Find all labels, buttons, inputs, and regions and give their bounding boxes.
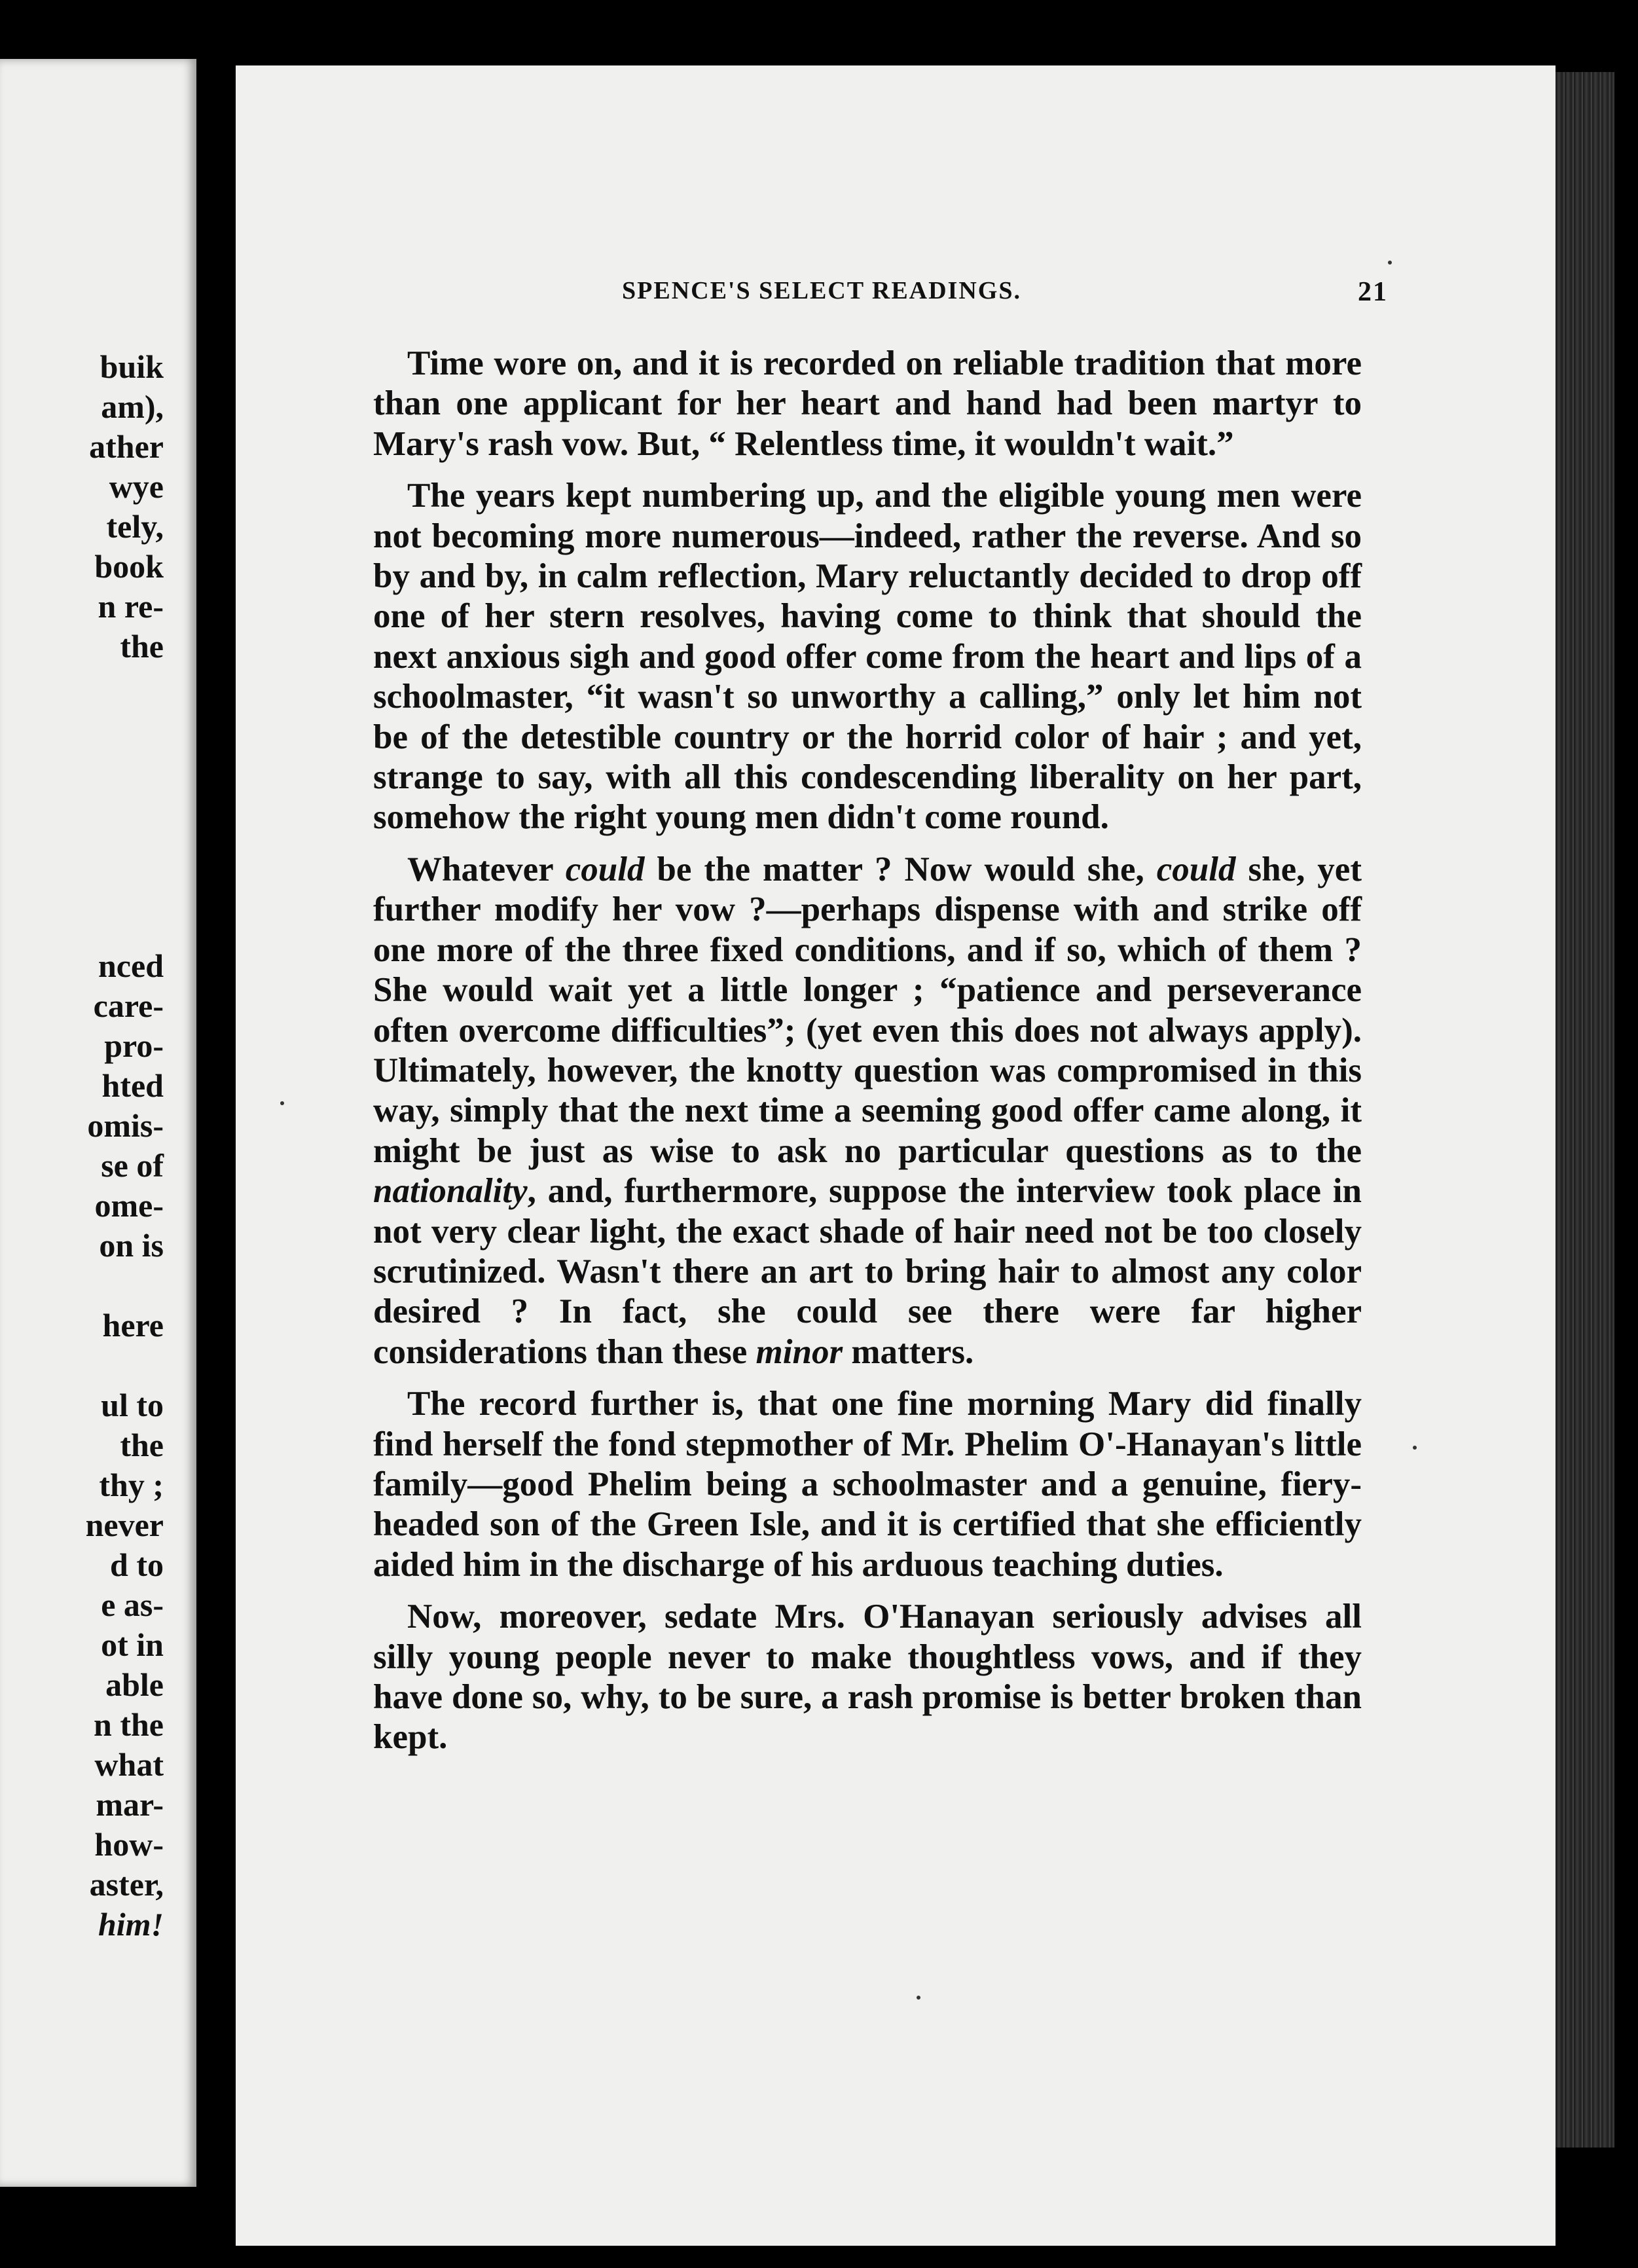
- left-page-fragment: d to: [110, 1546, 164, 1583]
- left-page-fragment: thy ;: [99, 1467, 164, 1503]
- left-page-edge: [0, 59, 196, 2187]
- left-page-fragment: ather: [89, 428, 164, 465]
- p3-emphasis-nationality: nationality: [373, 1172, 528, 1211]
- p3-emphasis-could-2: could: [1156, 850, 1236, 888]
- left-page-fragment: ot in: [101, 1626, 164, 1663]
- p3-text-d: , and, furthermore, suppose the interview took place in not very clear light, the exact shade of hair need not be too closely scrutinized. Wasn't there an art to bring hair to almost any color desired ? In fact, she could see there were far higher considerations than these: [373, 1172, 1362, 1371]
- left-page-fragment: e as-: [101, 1586, 164, 1623]
- p3-text-e: matters.: [843, 1332, 974, 1371]
- left-page-fragment: buik: [100, 348, 164, 385]
- left-page-fragment: mar-: [96, 1786, 164, 1823]
- p3-emphasis-could-1: could: [565, 850, 645, 888]
- left-page-fragment: here: [102, 1307, 164, 1344]
- paragraph-5: Now, moreover, sedate Mrs. O'Hanayan seriously advises all silly young people never to make thoughtless vows, and if they have done so, why, to be sure, a rash promise is better broken than kept.: [373, 1598, 1362, 1757]
- paragraph-2: The years kept numbering up, and the eligible young men were not becoming more numerous—indeed, rather the reverse. And so by and by, in calm reflection, Mary reluctantly decided to drop off one of her stern resolves, having come to think that should the next anxious sigh and good offer come from the heart and lips of a schoolmaster, “it wasn't so unworthy a calling,” only let him not be of the detestible country or the horrid color of hair ; and yet, strange to say, with all this condescending liberality on her part, somehow the right young men didn't come round.: [373, 477, 1362, 837]
- body-text: [373, 344, 1362, 1770]
- left-page-fragment: on is: [99, 1227, 164, 1264]
- p3-text-b: be the matter ? Now would she,: [644, 850, 1157, 888]
- left-page-fragment: what: [94, 1746, 164, 1783]
- left-page-fragment: the: [120, 1427, 164, 1463]
- left-page-fragment: hted: [101, 1067, 164, 1104]
- left-page-fragment: n the: [94, 1706, 164, 1743]
- left-page-fragment: wye: [109, 468, 164, 505]
- left-page-fragment: omis-: [87, 1107, 164, 1144]
- left-page-fragment: ul to: [101, 1387, 164, 1423]
- left-page-fragment: him!: [98, 1906, 164, 1943]
- book-gutter: [196, 0, 236, 2268]
- print-speck: [917, 1996, 920, 2000]
- left-page-fragment: book: [94, 548, 164, 585]
- left-page-fragment: care-: [93, 987, 164, 1024]
- print-speck: [1388, 261, 1392, 265]
- left-page-fragment: ome-: [94, 1187, 164, 1224]
- left-page-fragments-bottom: [0, 946, 164, 1945]
- running-header: [386, 276, 1388, 316]
- print-speck: [1413, 1446, 1417, 1450]
- left-page-fragment: tely,: [106, 508, 164, 545]
- left-page-fragment: am),: [101, 388, 164, 425]
- left-page-fragment: pro-: [104, 1027, 164, 1064]
- left-page-fragment: how-: [94, 1826, 164, 1863]
- p3-emphasis-minor: minor: [755, 1332, 843, 1371]
- paragraph-3: [373, 850, 1362, 1372]
- paragraph-4: The record further is, that one fine morning Mary did finally find herself the fond stepmother of Mr. Phelim O'-Hanayan's little family—good Phelim being a schoolmaster and a genuine, fiery-headed son of the Green Isle, and it is certified that she efficiently aided him in the discharge of his arduous teaching duties.: [373, 1385, 1362, 1584]
- left-page-fragment: nced: [98, 947, 164, 984]
- p3-text-c: she, yet further modify her vow ?—perhaps dispense with and strike off one more of the three fixed conditions, and if so, which of them ? She would wait yet a little longer ; “patience and perseverance often overcome difficulties”; (yet even this does not always apply). Ultimately, however, the knotty question was compromised in this way, simply that the next time a seeming good offer came along, it might be just as wise to ask no particular questions as to the: [373, 850, 1362, 1170]
- left-page-fragment: the: [120, 628, 164, 665]
- left-page-fragment: never: [85, 1507, 164, 1543]
- p3-text-a: Whatever: [407, 850, 566, 888]
- paragraph-1: Time wore on, and it is recorded on reliable tradition that more than one applicant for her heart and hand had been martyr to Mary's rash vow. But, “ Relentless time, it wouldn't wait.”: [373, 344, 1362, 463]
- print-speck: [280, 1101, 284, 1105]
- page-number: 21: [1358, 277, 1388, 307]
- left-page-fragment: se of: [101, 1147, 164, 1184]
- left-page-fragments-top: [0, 347, 164, 667]
- left-page-fragment: n re-: [98, 588, 164, 625]
- left-page-fragment: [0, 1266, 164, 1306]
- page-stack-edge: [1556, 72, 1614, 2148]
- left-page-fragment: able: [105, 1666, 164, 1703]
- left-page-fragment: aster,: [89, 1866, 164, 1903]
- running-title: SPENCE'S SELECT READINGS.: [622, 277, 1021, 304]
- left-page-fragment: [0, 1345, 164, 1385]
